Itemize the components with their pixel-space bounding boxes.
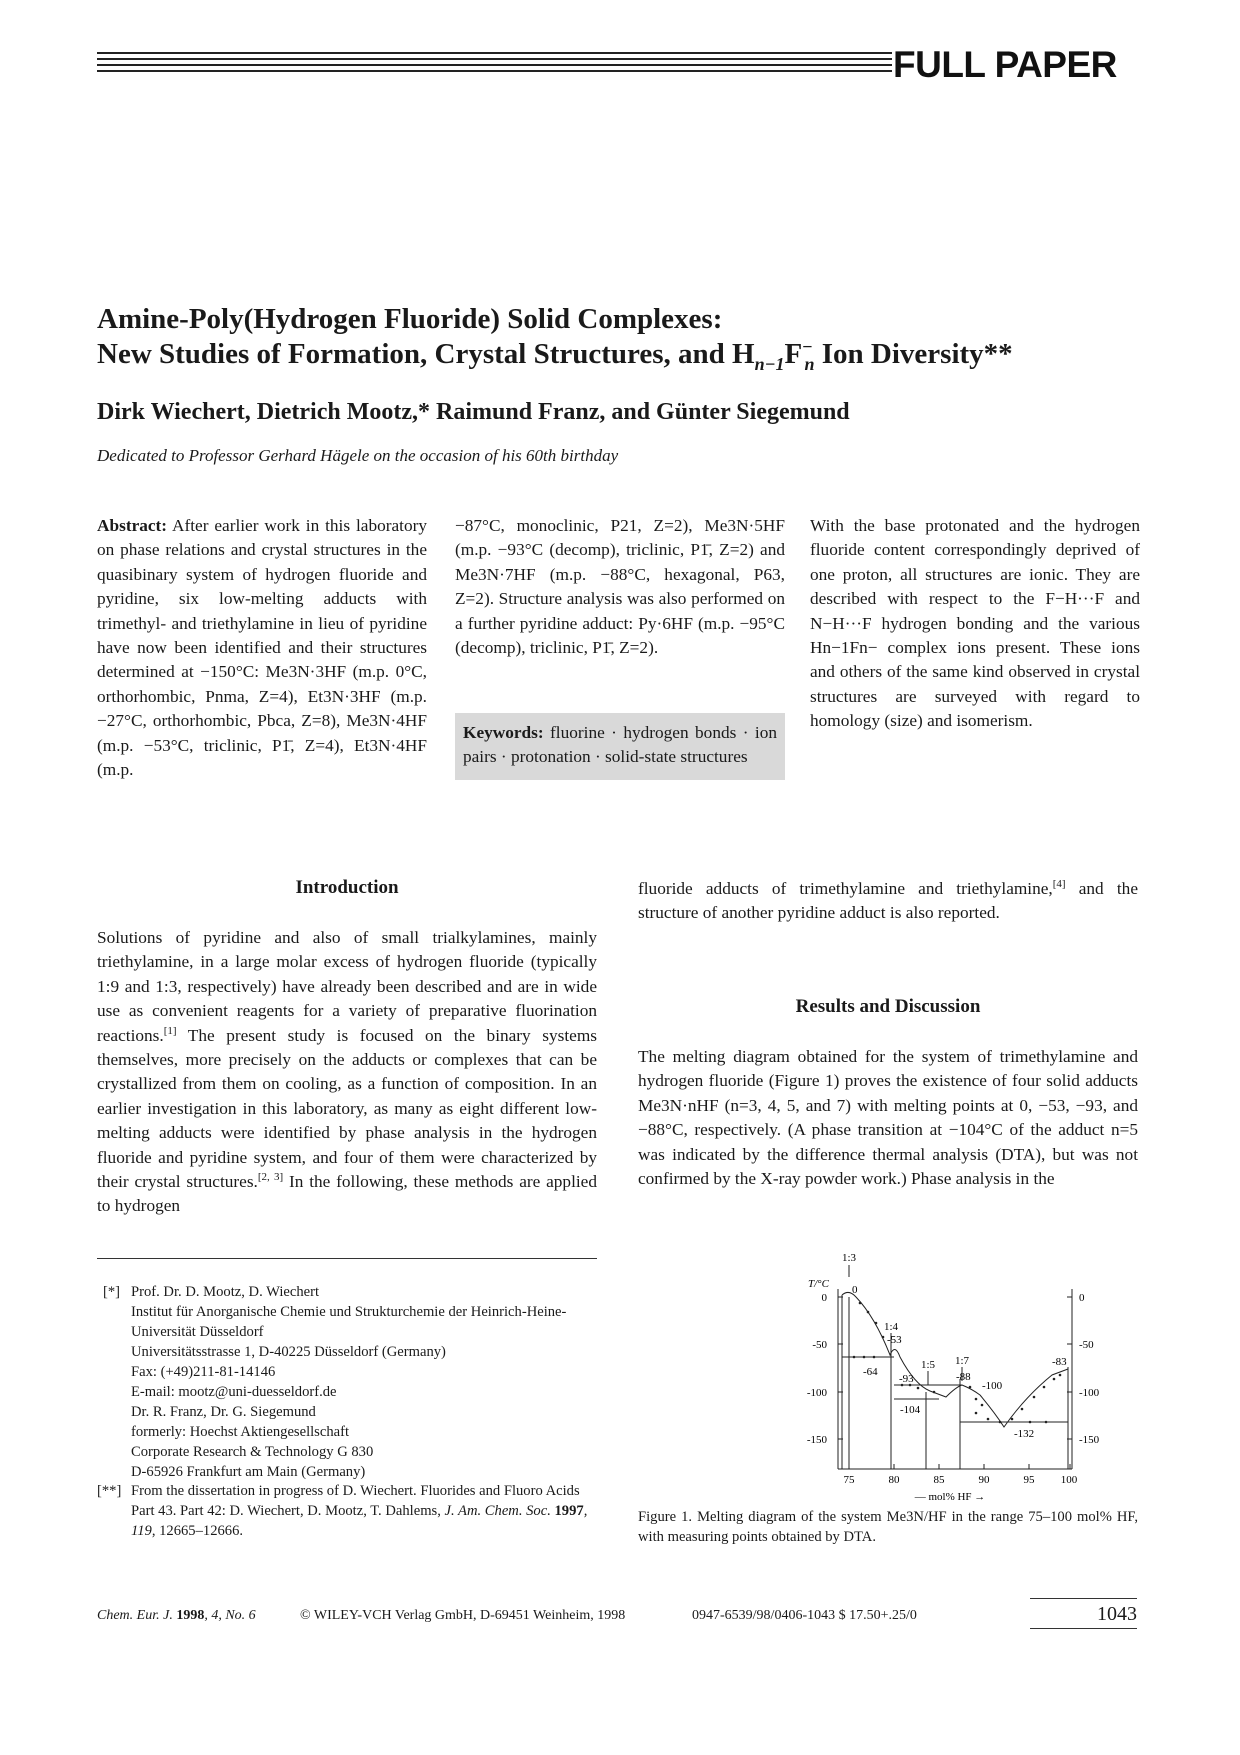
footnote-rule — [97, 1258, 597, 1259]
y-tick-label: -100 — [1079, 1387, 1100, 1399]
introduction-text — [97, 926, 597, 1219]
footnote-line: Fax: (+49)211-81-14146 — [131, 1364, 276, 1380]
article-title — [97, 302, 1147, 372]
footnote-1-mark: [*] — [103, 1284, 121, 1300]
figure-caption — [638, 1507, 1138, 1547]
title-line-2 — [97, 337, 1147, 372]
title-line-2-text: New Studies of Formation, Crystal Structures, and H — [97, 338, 755, 370]
y-tick-label: -100 — [806, 1387, 827, 1399]
footnote-2-pages: , 12665–12666. — [151, 1523, 244, 1539]
temp-label: -100 — [982, 1380, 1003, 1392]
x-tick-label: 90 — [978, 1474, 990, 1486]
citation-1: [1] — [163, 1024, 177, 1037]
figure-1 — [790, 1247, 1120, 1502]
temp-label: -93 — [899, 1373, 914, 1385]
y-tick-label: -150 — [806, 1434, 827, 1446]
abstract-column-2 — [455, 514, 785, 660]
title-subscript: n−1 — [754, 353, 785, 374]
x-tick-label: 80 — [888, 1474, 900, 1486]
intro-continued-b: and the structure of another pyridine adduct is also reported. — [638, 879, 1138, 923]
footer-copyright: © WILEY-VCH Verlag GmbH, D-69451 Weinheim, 1998 — [300, 1608, 626, 1623]
intro-paragraph-b: The present study is focused on the binary systems themselves, more precisely on the adducts or complexes that can be crystallized from them on cooling, as a function of composition. In an earlier investigation in this laboratory, as many as eight different low-melting adducts were identified by phase analysis in the hydrogen fluoride and pyridine system, and four of them were characterized by their crystal structures. — [97, 1025, 597, 1192]
citation-2-3: [2, 3] — [257, 1171, 284, 1184]
abstract-text-2: −87°C, monoclinic, P21, Z=2), Me3N·5HF (m.p. −93°C (decomp), triclinic, P1̄, Z=2) and Me3N·7HF (m.p. −88°C, hexagonal, P63, Z=2). Structure analysis was also performed on a further pyridine adduct: Py·6HF (m.p. −95°C (decomp), triclinic, P1̄, Z=2). — [455, 516, 785, 658]
footnote-2-journal: J. Am. Chem. Soc. — [444, 1503, 551, 1519]
footnote-line: E-mail: mootz@uni-duesseldorf.de — [131, 1384, 337, 1400]
author-list: Dirk Wiechert, Dietrich Mootz,* Raimund Franz, and Günter Siegemund — [97, 399, 850, 425]
footnote-line: Institut für Anorganische Chemie und Strukturchemie der Heinrich-Heine-Universität Düsseldorf — [131, 1304, 567, 1340]
results-text: The melting diagram obtained for the system of trimethylamine and hydrogen fluoride (Figure 1) proves the existence of four solid adducts Me3N·nHF (n=3, 4, 5, and 7) with melting points at 0, −53, −93, and −88°C, respectively. (A phase transition at −104°C of the adduct n=5 was indicated by the difference thermal analysis (DTA), but was not confirmed by the X-ray powder work.) Phase analysis in the — [638, 1047, 1138, 1189]
x-tick-label: 95 — [1023, 1474, 1035, 1486]
temp-label: -132 — [1014, 1428, 1035, 1440]
abstract-column-3 — [810, 514, 1140, 734]
figure-caption-text: Melting diagram of the system Me3N/HF in the range 75–100 mol% HF, with measuring points obtained by DTA. — [638, 1509, 1138, 1545]
footer-issn: 0947-6539/98/0406-1043 $ 17.50+.25/0 — [692, 1608, 917, 1623]
footnote-2-text: From the dissertation in progress of D. Wiechert. Fluorides and Fluoro Acids Part 43. Part 42: D. Wiechert, D. Mootz, T. Dahlems, — [131, 1483, 580, 1519]
ratio-label-1-7: 1:7 — [955, 1355, 970, 1367]
footnote-1-body — [131, 1282, 601, 1482]
footer-year: 1998 — [172, 1608, 205, 1623]
y-axis-label: T/°C — [808, 1278, 829, 1290]
footer-citation — [97, 1608, 256, 1624]
temp-label: -104 — [900, 1404, 921, 1416]
y-tick-label: -150 — [1079, 1434, 1100, 1446]
footnote-line: Universitätsstrasse 1, D-40225 Düsseldorf (Germany) — [131, 1344, 446, 1360]
footer-rule — [1030, 1598, 1137, 1599]
ratio-label-1-4: 1:4 — [884, 1321, 899, 1333]
keywords-box — [455, 713, 785, 780]
x-axis-label: — mol% HF → — [914, 1491, 986, 1502]
y-tick-label: 0 — [821, 1292, 827, 1304]
title-subscript-n: n — [804, 353, 815, 374]
footnote-2-mark: [**] — [97, 1483, 122, 1499]
y-tick-label: -50 — [812, 1339, 827, 1351]
temp-label: 0 — [852, 1284, 858, 1296]
footer-journal: Chem. Eur. J. — [97, 1608, 173, 1623]
y-tick-label: -50 — [1079, 1339, 1094, 1351]
temp-label: -64 — [863, 1366, 878, 1378]
dedication: Dedicated to Professor Gerhard Hägele on the occasion of his 60th birthday — [97, 446, 619, 465]
header-rules — [97, 52, 892, 82]
footer-rule — [1030, 1628, 1137, 1629]
results-heading: Results and Discussion — [795, 996, 981, 1017]
section-label: FULL PAPER — [893, 44, 1117, 85]
intro-continued-a: fluoride adducts of trimethylamine and triethylamine, — [638, 879, 1053, 898]
ratio-label-1-5: 1:5 — [921, 1359, 936, 1371]
footnote-2-body — [131, 1481, 601, 1541]
citation-4: [4] — [1052, 878, 1066, 891]
title-superscript: − — [802, 336, 813, 357]
footer-volume: , 4, No. 6 — [204, 1608, 256, 1623]
abstract-text-1: After earlier work in this laboratory on phase relations and crystal structures in the quasibinary system of hydrogen fluoride and pyridine, six low-melting adducts with trimethyl- and triethylamine in lieu of pyridine have now been identified and their structures determined at −150°C: Me3N·3HF (m.p. 0°C, orthorhombic, Pnma, Z=4), Et3N·3HF (m.p. −27°C, orthorhombic, Pbca, Z=8), Me3N·4HF (m.p. −53°C, triclinic, P1̄, Z=4), Et3N·4HF (m.p. — [97, 516, 427, 780]
intro-paragraph-c: In the following, these methods are applied to hydrogen — [97, 1172, 597, 1216]
intro-paragraph-a: Solutions of pyridine and also of small trialkylamines, mainly triethylamine, in a large molar excess of hydrogen fluoride (typically 1:9 and 1:3, respectively) have already been described and are in wide use as convenient reagents for a variety of preparative fluorination reactions. — [97, 928, 597, 1045]
abstract-text-3: With the base protonated and the hydrogen fluoride content correspondingly deprived of one proton, all structures are ionic. They are described with respect to the F−H···F and N−H···F hydrogen bonding and the various Hn−1Fn− complex ions present. These ions and others of the same kind observed in crystal structures are surveyed with regard to homology (size) and isomerism. — [810, 516, 1140, 731]
footnote-line: D-65926 Frankfurt am Main (Germany) — [131, 1464, 366, 1480]
x-tick-label: 75 — [843, 1474, 855, 1486]
abstract-label: Abstract: — [97, 516, 168, 535]
figure-caption-label: Figure 1. — [638, 1509, 693, 1525]
keywords-text: fluorine · hydrogen bonds · ion pairs · protonation · solid-state structures — [463, 723, 777, 767]
ratio-label-1-3: 1:3 — [842, 1252, 857, 1264]
footnote-line: Corporate Research & Technology G 830 — [131, 1444, 374, 1460]
footnote-2-year: 1997 — [550, 1503, 584, 1519]
footnote-line: formerly: Hoechst Aktiengesellschaft — [131, 1424, 350, 1440]
footnote-line: Dr. R. Franz, Dr. G. Siegemund — [131, 1404, 316, 1420]
page-number: 1043 — [1097, 1603, 1137, 1625]
title-line-1: Amine-Poly(Hydrogen Fluoride) Solid Complexes: — [97, 303, 723, 335]
phase-lines — [842, 1295, 1068, 1469]
title-line-2-end: Ion Diversity** — [814, 338, 1013, 370]
title-fluorine: F — [784, 338, 803, 370]
abstract-column-1 — [97, 514, 427, 782]
keywords-label: Keywords: — [463, 723, 544, 742]
temp-label: -88 — [956, 1371, 971, 1383]
y-tick-label: 0 — [1079, 1292, 1085, 1304]
footnote-2-volume: , 119 — [131, 1503, 588, 1539]
x-tick-label: 100 — [1060, 1474, 1078, 1486]
footnote-line: Prof. Dr. D. Mootz, D. Wiechert — [131, 1284, 320, 1300]
temp-label: -83 — [1052, 1356, 1067, 1368]
x-tick-label: 85 — [933, 1474, 945, 1486]
introduction-continued — [638, 877, 1138, 926]
melting-diagram — [790, 1247, 1120, 1502]
introduction-heading: Introduction — [295, 877, 399, 898]
temp-label: -53 — [887, 1334, 902, 1346]
